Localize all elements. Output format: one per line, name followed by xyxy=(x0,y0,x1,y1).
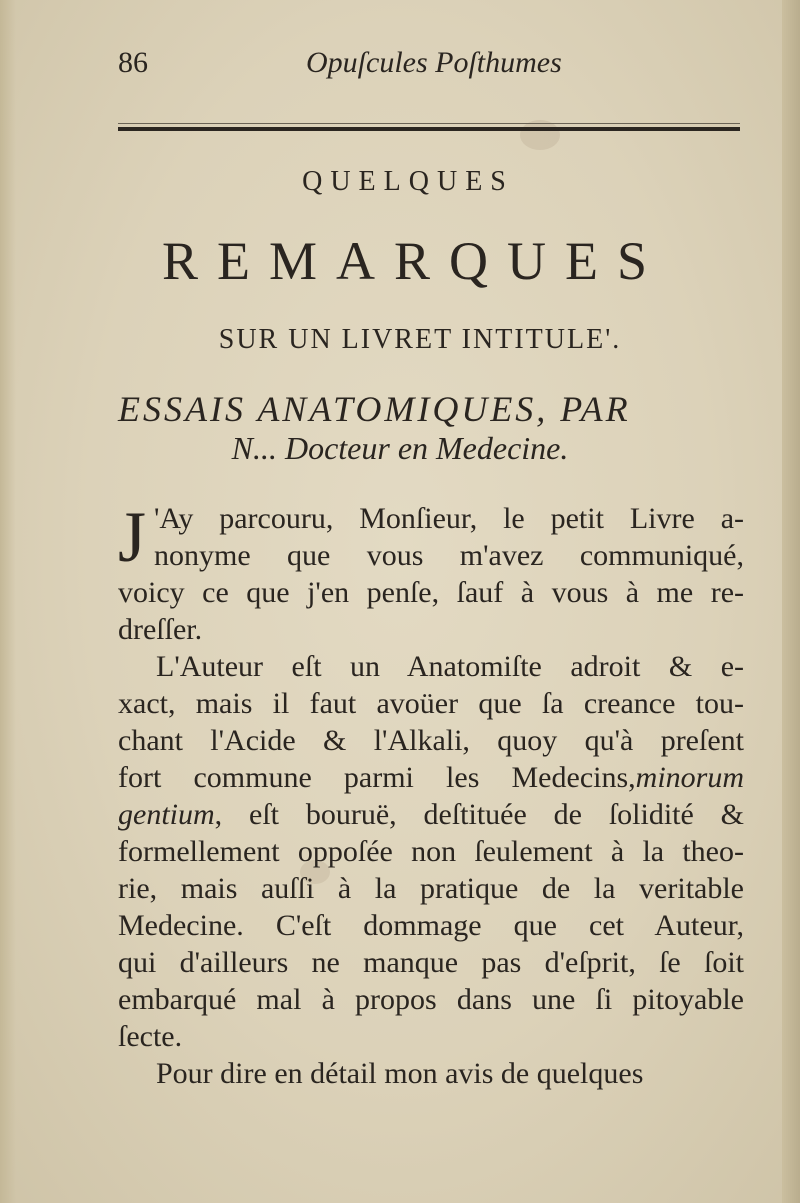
text-line xyxy=(118,796,744,833)
text-segment: fort commune parmi les Medecins, xyxy=(118,761,636,794)
text-line: ſecte. xyxy=(118,1020,183,1053)
subtitle-line-2: N... Docteur en Medecine. xyxy=(231,430,569,466)
text-line: Medecine. C'eſt dommage que cet Auteur, xyxy=(118,909,744,942)
latin-phrase: minorum xyxy=(635,761,744,794)
latin-phrase: gentium xyxy=(118,798,215,831)
paragraph-3 xyxy=(118,1055,744,1092)
text-segment: , eſt bouruë, deſtituée de ſolidité & xyxy=(214,798,744,831)
title-line-2: REMARQUES xyxy=(161,231,667,291)
text-line: dreſſer. xyxy=(118,613,203,646)
text-line: nonyme que vous m'avez communiqué, xyxy=(154,539,744,572)
text-line: xact, mais il faut avoüer que ſa creance tou- xyxy=(118,687,744,720)
page-header xyxy=(0,46,800,96)
title-line-1: QUELQUES xyxy=(302,166,514,197)
text-line: voicy ce que j'en penſe, ſauf à vous à me re- xyxy=(118,576,744,609)
text-line: L'Auteur eſt un Anatomiſte adroit & e- xyxy=(156,650,744,683)
text-line: formellement oppoſée non ſeulement à la theo- xyxy=(118,835,744,868)
header-rule-thin xyxy=(118,123,740,124)
header-rule xyxy=(118,127,740,131)
text-line: embarqué mal à propos dans une ſi pitoyable xyxy=(118,983,744,1016)
running-title: Opuſcules Poſthumes xyxy=(306,46,562,79)
subtitle-line-1: ESSAIS ANATOMIQUES, PAR xyxy=(118,389,631,429)
drop-cap: J xyxy=(118,497,147,577)
title-line-3: SUR UN LIVRET INTITULE'. xyxy=(218,324,622,355)
text-line: chant l'Acide & l'Alkali, quoy qu'à preſent xyxy=(118,724,744,757)
paper-stain xyxy=(520,120,560,150)
paragraph-2 xyxy=(118,648,744,1055)
text-line: Pour dire en détail mon avis de quelques xyxy=(156,1057,644,1090)
text-line: rie, mais auſſi à la pratique de la veritable xyxy=(118,872,744,905)
paragraph-1 xyxy=(118,497,744,648)
text-line: qui d'ailleurs ne manque pas d'eſprit, ſe ſoit xyxy=(118,946,744,979)
page-number: 86 xyxy=(118,46,148,79)
body-text xyxy=(118,497,744,1092)
text-line xyxy=(118,759,744,796)
text-line: 'Ay parcouru, Monſieur, le petit Livre a- xyxy=(154,502,744,535)
